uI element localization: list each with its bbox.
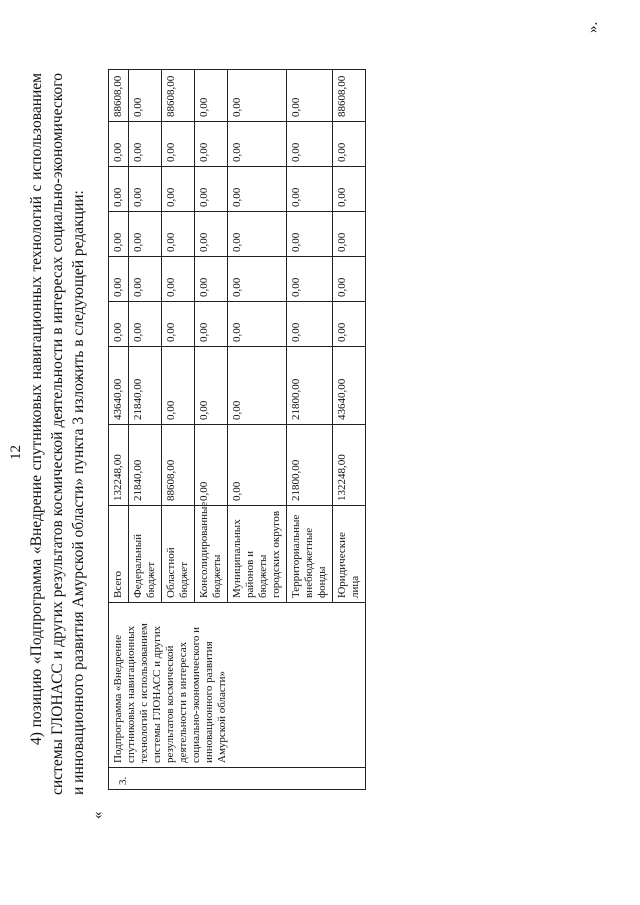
value-cell: 0,00 (162, 122, 195, 167)
value-cell: 0,00 (109, 302, 129, 347)
financing-table (108, 69, 366, 790)
value-cell: 88608,00 (109, 70, 129, 122)
table-row (109, 70, 129, 790)
value-cell: 0,00 (333, 167, 366, 212)
value-cell: 0,00 (195, 122, 228, 167)
value-cell: 0,00 (228, 257, 287, 302)
value-cell: 88608,00 (162, 70, 195, 122)
closing-quote: ». (585, 21, 601, 33)
value-cell: 0,00 (129, 257, 162, 302)
opening-quote: « (90, 811, 106, 819)
value-cell: 0,00 (333, 122, 366, 167)
value-cell: 0,00 (228, 347, 287, 425)
source-cell: Областной бюджет (162, 506, 195, 603)
value-cell: 0,00 (228, 212, 287, 257)
source-cell: Юридические лица (333, 506, 366, 603)
table-body (109, 70, 366, 790)
value-cell: 88608,00 (333, 70, 366, 122)
value-cell: 0,00 (333, 302, 366, 347)
value-cell: 21800,00 (287, 347, 333, 425)
value-cell: 0,00 (228, 302, 287, 347)
value-cell: 0,00 (287, 257, 333, 302)
value-cell: 0,00 (129, 70, 162, 122)
value-cell: 0,00 (162, 257, 195, 302)
value-cell: 0,00 (109, 122, 129, 167)
value-cell: 0,00 (333, 212, 366, 257)
value-cell: 0,00 (287, 212, 333, 257)
value-cell: 0,00 (129, 212, 162, 257)
value-cell: 0,00 (287, 167, 333, 212)
value-cell: 0,00 (162, 302, 195, 347)
item-number-cell: 3. (109, 768, 366, 790)
source-cell: Территориальные внебюджетные фонды (287, 506, 333, 603)
value-cell: 0,00 (228, 70, 287, 122)
value-cell: 0,00 (228, 122, 287, 167)
value-cell: 0,00 (195, 347, 228, 425)
value-cell: 21800,00 (287, 425, 333, 506)
source-cell: Федеральный бюджет (129, 506, 162, 603)
source-cell: Консолидированные бюджеты (195, 506, 228, 603)
value-cell: 0,00 (333, 257, 366, 302)
value-cell: 0,00 (195, 212, 228, 257)
intro-text: 4) позицию «Подпрограмма «Внедрение спутниковых навигационных технологий с использованием системы ГЛОНАСС и других результатов космической деятельности в интересах социально-экономического и инновационного развития Амурской области» пункта 3 изложить в следующей редакции: (28, 73, 87, 795)
value-cell: 132248,00 (109, 425, 129, 506)
value-cell: 0,00 (287, 122, 333, 167)
value-cell: 21840,00 (129, 425, 162, 506)
value-cell: 0,00 (195, 167, 228, 212)
item-name-cell: Подпрограмма «Внедрение спутниковых навигационных технологий с использованием системы ГЛОНАСС и других результатов космической деятельности в интересах социально-экономического и инновационного развития Амурской области» (109, 603, 366, 768)
value-cell: 0,00 (287, 70, 333, 122)
value-cell: 0,00 (195, 302, 228, 347)
value-cell: 0,00 (129, 302, 162, 347)
source-cell: Муниципальных районов и бюджеты городских округов (228, 506, 287, 603)
value-cell: 43640,00 (109, 347, 129, 425)
value-cell: 0,00 (129, 122, 162, 167)
value-cell: 21840,00 (129, 347, 162, 425)
value-cell: 0,00 (195, 425, 228, 506)
value-cell: 0,00 (195, 257, 228, 302)
value-cell: 0,00 (162, 347, 195, 425)
value-cell: 0,00 (109, 167, 129, 212)
value-cell: 43640,00 (333, 347, 366, 425)
value-cell: 0,00 (195, 70, 228, 122)
value-cell: 0,00 (287, 302, 333, 347)
value-cell: 0,00 (129, 167, 162, 212)
value-cell: 132248,00 (333, 425, 366, 506)
value-cell: 0,00 (162, 212, 195, 257)
value-cell: 0,00 (109, 257, 129, 302)
source-cell: Всего (109, 506, 129, 603)
intro-paragraph (26, 73, 89, 795)
value-cell: 0,00 (162, 167, 195, 212)
value-cell: 0,00 (228, 425, 287, 506)
value-cell: 0,00 (228, 167, 287, 212)
page-number: 12 (8, 445, 24, 460)
value-cell: 88608,00 (162, 425, 195, 506)
value-cell: 0,00 (109, 212, 129, 257)
